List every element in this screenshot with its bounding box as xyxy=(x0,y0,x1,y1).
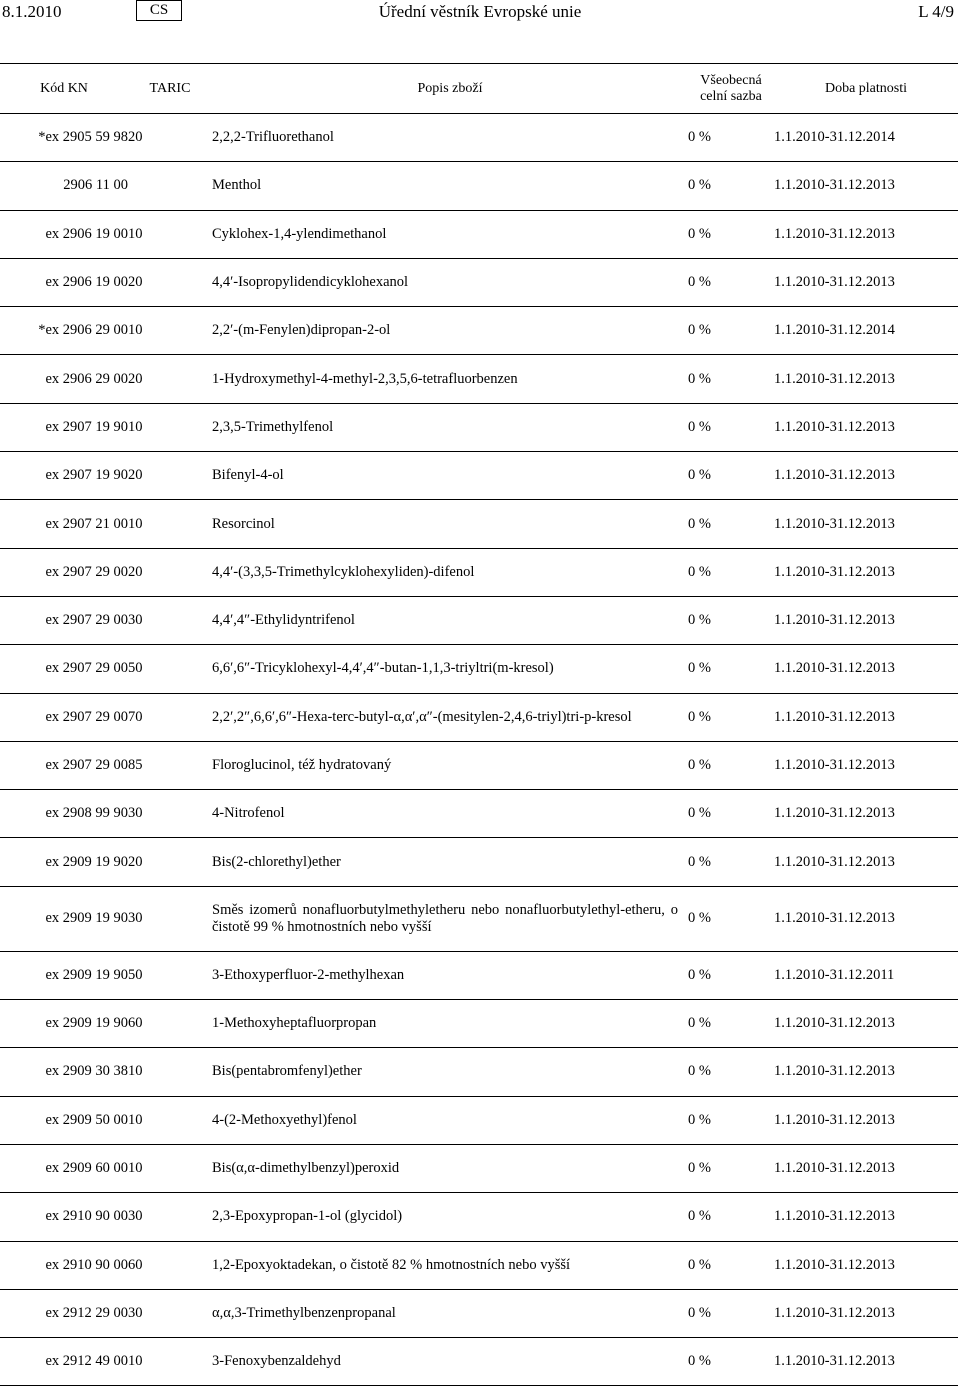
table-row xyxy=(0,693,958,741)
publication-date: 8.1.2010 xyxy=(2,2,62,21)
cell-kn: ex 2907 29 00 xyxy=(45,660,128,677)
journal-title: Úřední věstník Evropské unie xyxy=(378,2,582,21)
cell-taric: 10 xyxy=(128,1160,143,1177)
cell-kn: ex 2909 60 00 xyxy=(45,1160,128,1177)
cell-kn: ex 2909 19 90 xyxy=(45,966,128,983)
cell-description: 2,2′,2″,6,6′,6″-Hexa-terc-butyl-α,α′,α″-(mesitylen-2,4,6-triyl)tri-p-kresol xyxy=(212,708,632,725)
cell-rate: 0 % xyxy=(688,1208,711,1225)
cell-kn: ex 2907 29 00 xyxy=(45,757,128,773)
cell-description: Směs izomerů nonafluorbutylmethyletheru nebo nonafluorbutylethyl-etheru, o čistotě 99 % hmotnostních nebo vyšší xyxy=(212,901,678,935)
cell-description: 2,3-Epoxypropan-1-ol (glycidol) xyxy=(212,1208,403,1225)
cell-validity: 1.1.2010-31.12.2013 xyxy=(774,660,895,677)
column-header-validity: Doba platnosti xyxy=(774,64,958,114)
cell-description: 1,2-Epoxyoktadekan, o čistotě 82 % hmotnostních nebo vyšší xyxy=(212,1256,571,1273)
table-row xyxy=(0,210,958,258)
cell-kn: *ex 2906 29 00 xyxy=(38,322,128,339)
column-header-taric: TARIC xyxy=(128,64,212,114)
cell-validity: 1.1.2010-31.12.2013 xyxy=(774,225,895,242)
cell-description: Bifenyl-4-ol xyxy=(212,467,284,484)
cell-taric: 10 xyxy=(128,515,143,532)
cell-rate: 0 % xyxy=(688,910,711,927)
cell-description: 2,3,5-Trimethylfenol xyxy=(212,418,334,435)
cell-taric: 30 xyxy=(128,612,143,629)
cell-taric: 85 xyxy=(128,757,143,773)
table-row xyxy=(0,1289,958,1337)
table-row xyxy=(0,1193,958,1241)
cell-validity: 1.1.2010-31.12.2014 xyxy=(774,129,895,146)
cell-taric: 20 xyxy=(128,467,143,484)
cell-rate: 0 % xyxy=(688,660,711,677)
cell-kn: *ex 2905 59 98 xyxy=(38,129,128,146)
cell-rate: 0 % xyxy=(688,467,711,484)
cell-kn: ex 2909 19 90 xyxy=(45,1015,128,1032)
tariff-table xyxy=(0,63,958,1386)
page-reference: L 4/9 xyxy=(918,2,954,21)
cell-rate: 0 % xyxy=(688,225,711,242)
cell-rate: 0 % xyxy=(688,1304,711,1321)
cell-validity: 1.1.2010-31.12.2013 xyxy=(774,515,895,532)
cell-description: 4-(2-Methoxyethyl)fenol xyxy=(212,1111,357,1128)
table-row xyxy=(0,741,958,789)
table-row xyxy=(0,1241,958,1289)
cell-validity: 1.1.2010-31.12.2013 xyxy=(774,370,895,387)
cell-description: 3-Fenoxybenzaldehyd xyxy=(212,1353,341,1370)
cell-kn: ex 2906 29 00 xyxy=(45,370,128,387)
cell-description: 1-Hydroxymethyl-4-methyl-2,3,5,6-tetrafluorbenzen xyxy=(212,370,518,387)
table-row xyxy=(0,500,958,548)
cell-description: 3-Ethoxyperfluor-2-methylhexan xyxy=(212,966,405,983)
cell-rate: 0 % xyxy=(688,129,711,146)
table-row xyxy=(0,258,958,306)
column-header-description: Popis zboží xyxy=(212,64,688,114)
column-header-rate-line1: Všeobecná xyxy=(700,72,762,88)
cell-kn: ex 2906 19 00 xyxy=(45,274,128,291)
cell-description: 4-Nitrofenol xyxy=(212,805,285,822)
cell-kn: ex 2908 99 90 xyxy=(45,805,128,822)
cell-description: Floroglucinol, též hydratovaný xyxy=(212,757,392,773)
cell-rate: 0 % xyxy=(688,805,711,822)
page-header xyxy=(0,0,960,26)
cell-taric: 30 xyxy=(128,910,143,927)
column-header-rate xyxy=(688,64,774,114)
cell-description: α,α,3-Trimethylbenzenpropanal xyxy=(212,1304,396,1321)
table-row xyxy=(0,886,958,951)
language-code-box: CS xyxy=(136,0,182,21)
cell-description: Bis(α,α-dimethylbenzyl)peroxid xyxy=(212,1160,400,1177)
cell-rate: 0 % xyxy=(688,177,711,194)
table-header-row xyxy=(0,64,958,114)
cell-validity: 1.1.2010-31.12.2014 xyxy=(774,322,895,339)
table-row xyxy=(0,162,958,210)
column-header-kn: Kód KN xyxy=(0,64,128,114)
cell-validity: 1.1.2010-31.12.2013 xyxy=(774,853,895,870)
table-row xyxy=(0,114,958,162)
table-row xyxy=(0,307,958,355)
cell-rate: 0 % xyxy=(688,322,711,339)
cell-rate: 0 % xyxy=(688,370,711,387)
cell-rate: 0 % xyxy=(688,853,711,870)
table-row xyxy=(0,1144,958,1192)
cell-taric: 10 xyxy=(128,1063,143,1080)
cell-taric: 10 xyxy=(128,1111,143,1128)
cell-validity: 1.1.2010-31.12.2013 xyxy=(774,1015,895,1032)
cell-kn: ex 2907 29 00 xyxy=(45,612,128,629)
cell-rate: 0 % xyxy=(688,612,711,629)
cell-validity: 1.1.2010-31.12.2013 xyxy=(774,418,895,435)
cell-kn: ex 2907 19 90 xyxy=(45,418,128,435)
cell-taric: 20 xyxy=(128,370,143,387)
table-row xyxy=(0,596,958,644)
cell-taric: 50 xyxy=(128,966,143,983)
cell-taric: 10 xyxy=(128,322,143,339)
cell-validity: 1.1.2010-31.12.2013 xyxy=(774,1111,895,1128)
table-row xyxy=(0,1338,958,1386)
cell-description: 1-Methoxyheptafluorpropan xyxy=(212,1015,377,1032)
cell-validity: 1.1.2010-31.12.2013 xyxy=(774,1160,895,1177)
cell-taric: 60 xyxy=(128,1015,143,1032)
cell-description: Bis(pentabromfenyl)ether xyxy=(212,1063,362,1080)
table-row xyxy=(0,645,958,693)
cell-validity: 1.1.2010-31.12.2013 xyxy=(774,467,895,484)
cell-taric: 70 xyxy=(128,708,143,725)
cell-validity: 1.1.2010-31.12.2013 xyxy=(774,805,895,822)
cell-kn: ex 2907 29 00 xyxy=(45,708,128,725)
cell-kn: ex 2909 30 38 xyxy=(45,1063,128,1080)
table-row xyxy=(0,838,958,886)
cell-rate: 0 % xyxy=(688,1160,711,1177)
cell-validity: 1.1.2010-31.12.2013 xyxy=(774,1063,895,1080)
cell-validity: 1.1.2010-31.12.2013 xyxy=(774,612,895,629)
cell-validity: 1.1.2010-31.12.2011 xyxy=(774,966,895,983)
cell-kn: ex 2906 19 00 xyxy=(45,225,128,242)
cell-validity: 1.1.2010-31.12.2013 xyxy=(774,708,895,725)
cell-taric: 10 xyxy=(128,225,143,242)
cell-kn: ex 2907 19 90 xyxy=(45,467,128,484)
table-row xyxy=(0,403,958,451)
cell-validity: 1.1.2010-31.12.2013 xyxy=(774,1353,895,1370)
cell-kn: ex 2909 50 00 xyxy=(45,1111,128,1128)
cell-validity: 1.1.2010-31.12.2013 xyxy=(774,910,895,927)
cell-kn: ex 2909 19 90 xyxy=(45,853,128,870)
cell-taric: 30 xyxy=(128,1208,143,1225)
cell-rate: 0 % xyxy=(688,274,711,291)
cell-rate: 0 % xyxy=(688,757,711,773)
cell-taric: 60 xyxy=(128,1256,143,1273)
cell-description: 4,4′-Isopropylidendicyklohexanol xyxy=(212,274,409,291)
cell-description: 4,4′-(3,3,5-Trimethylcyklohexyliden)-difenol xyxy=(212,563,475,580)
cell-taric: 10 xyxy=(128,1353,143,1370)
cell-kn: ex 2907 29 00 xyxy=(45,563,128,580)
cell-taric: 20 xyxy=(128,129,143,146)
cell-kn: 2906 11 00 xyxy=(63,177,128,194)
cell-rate: 0 % xyxy=(688,418,711,435)
cell-validity: 1.1.2010-31.12.2013 xyxy=(774,1304,895,1321)
table-row xyxy=(0,1096,958,1144)
table-row xyxy=(0,790,958,838)
table-row xyxy=(0,1048,958,1096)
cell-kn: ex 2910 90 00 xyxy=(45,1208,128,1225)
cell-rate: 0 % xyxy=(688,1256,711,1273)
cell-description: 6,6′,6″-Tricyklohexyl-4,4′,4″-butan-1,1,3-triyltri(m-kresol) xyxy=(212,660,554,677)
cell-taric: 20 xyxy=(128,853,143,870)
cell-description: Menthol xyxy=(212,177,262,194)
table-row xyxy=(0,452,958,500)
cell-validity: 1.1.2010-31.12.2013 xyxy=(774,1208,895,1225)
cell-rate: 0 % xyxy=(688,1353,711,1370)
cell-taric xyxy=(128,162,212,210)
cell-taric: 20 xyxy=(128,563,143,580)
cell-kn: ex 2912 49 00 xyxy=(45,1353,128,1370)
column-header-rate-line2: celní sazba xyxy=(700,88,762,104)
cell-taric: 30 xyxy=(128,1304,143,1321)
cell-kn: ex 2912 29 00 xyxy=(45,1304,128,1321)
table-row xyxy=(0,355,958,403)
cell-rate: 0 % xyxy=(688,1111,711,1128)
cell-kn: ex 2907 21 00 xyxy=(45,515,128,532)
table-row xyxy=(0,951,958,999)
cell-rate: 0 % xyxy=(688,966,711,983)
cell-rate: 0 % xyxy=(688,1063,711,1080)
cell-taric: 10 xyxy=(128,418,143,435)
table-row xyxy=(0,548,958,596)
cell-description: 4,4′,4″-Ethylidyntrifenol xyxy=(212,612,355,629)
cell-rate: 0 % xyxy=(688,1015,711,1032)
cell-validity: 1.1.2010-31.12.2013 xyxy=(774,274,895,291)
cell-rate: 0 % xyxy=(688,515,711,532)
cell-validity: 1.1.2010-31.12.2013 xyxy=(774,563,895,580)
cell-taric: 50 xyxy=(128,660,143,677)
cell-validity: 1.1.2010-31.12.2013 xyxy=(774,1256,895,1273)
cell-description: 2,2′-(m-Fenylen)dipropan-2-ol xyxy=(212,322,391,339)
cell-description: 2,2,2-Trifluorethanol xyxy=(212,129,334,146)
cell-description: Resorcinol xyxy=(212,515,275,532)
cell-kn: ex 2909 19 90 xyxy=(45,910,128,927)
cell-rate: 0 % xyxy=(688,563,711,580)
cell-description: Bis(2-chlorethyl)ether xyxy=(212,853,341,870)
cell-taric: 30 xyxy=(128,805,143,822)
cell-validity: 1.1.2010-31.12.2013 xyxy=(774,177,895,194)
cell-kn: ex 2910 90 00 xyxy=(45,1256,128,1273)
cell-description: Cyklohex-1,4-ylendimethanol xyxy=(212,225,387,242)
cell-validity: 1.1.2010-31.12.2013 xyxy=(774,757,895,773)
cell-taric: 20 xyxy=(128,274,143,291)
table-row xyxy=(0,1000,958,1048)
cell-rate: 0 % xyxy=(688,708,711,725)
